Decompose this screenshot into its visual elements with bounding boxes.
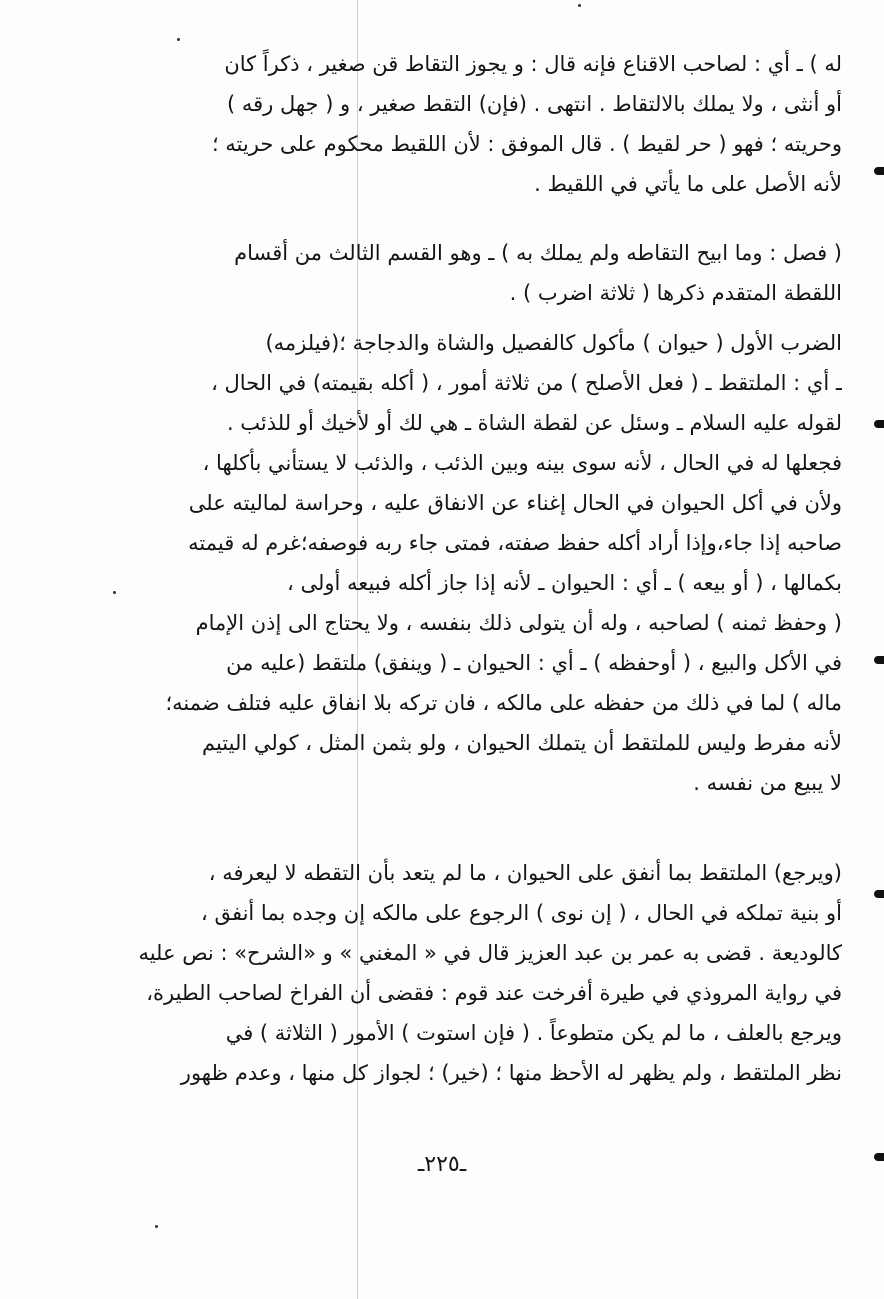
- text-line: ( فصل : وما ابيح التقاطه ولم يملك به ) ـ وهو القسم الثالث من أقسام: [234, 241, 842, 265]
- text-line: لقوله عليه السلام ـ وسئل عن لقطة الشاة ـ هي لك أو لأخيك أو للذئب .: [226, 411, 842, 435]
- text-line: له ) ـ أي : لصاحب الاقناع فإنه قال : و يجوز التقاط قن صغير ، ذكراً كان: [224, 52, 842, 76]
- binding-mark: [874, 420, 884, 428]
- text-line: نظر الملتقط ، ولم يظهر له الأحظ منها ؛ (خير) ؛ لجواز كل منها ، وعدم ظهور: [180, 1061, 842, 1085]
- text-line: أو أنثى ، ولا يملك بالالتقاط . انتهى . (فإن) التقط صغير ، و ( جهل رقه ): [226, 92, 842, 116]
- text-line: صاحبه إذا جاء،وإذا أراد أكله حفظ صفته، فمتى جاء ربه فوصفه؛غرم له قيمته: [188, 531, 842, 555]
- text-line: ويرجع بالعلف ، ما لم يكن متطوعاً . ( فإن استوت ) الأمور ( الثلاثة ) في: [225, 1021, 842, 1045]
- paragraph-2: [100, 233, 842, 313]
- scan-speck: [155, 1225, 158, 1228]
- text-line: أو بنية تملكه في الحال ، ( إن نوى ) الرجوع على مالكه إن وجده بما أنفق ،: [200, 901, 842, 925]
- text-line: كالوديعة . قضى به عمر بن عبد العزيز قال في « المغني » و «الشرح» : نص عليه: [138, 941, 842, 965]
- text-line: ( وحفظ ثمنه ) لصاحبه ، وله أن يتولى ذلك بنفسه ، ولا يحتاج الى إذن الإمام: [195, 611, 842, 635]
- binding-mark: [874, 656, 884, 664]
- scan-speck: [578, 4, 581, 7]
- text-line: ماله ) لما في ذلك من حفظه على مالكه ، فان تركه بلا انفاق عليه فتلف ضمنه؛: [165, 691, 842, 715]
- text-line: لأنه مفرط وليس للملتقط أن يتملك الحيوان ، ولو بثمن المثل ، كولي اليتيم: [201, 731, 842, 755]
- paragraph-4: [100, 853, 842, 1093]
- binding-mark: [874, 890, 884, 898]
- text-line: فجعلها له في الحال ، لأنه سوى بينه وبين الذئب ، والذئب لا يستأني بأكلها ،: [202, 451, 842, 475]
- paragraph-1: [100, 44, 842, 204]
- text-line: الضرب الأول ( حيوان ) مأكول كالفصيل والشاة والدجاجة ؛(فيلزمه): [265, 331, 842, 355]
- binding-mark: [874, 167, 884, 175]
- paragraph-3: [100, 323, 842, 803]
- text-line: بكمالها ، ( أو بيعه ) ـ أي : الحيوان ـ لأنه إذا جاز أكله فبيعه أولى ،: [287, 571, 842, 595]
- text-line: ولأن في أكل الحيوان في الحال إغناء عن الانفاق عليه ، وحراسة لماليته على: [188, 491, 842, 515]
- text-line: في الأكل والبيع ، ( أوحفظه ) ـ أي : الحيوان ـ ( وينفق) ملتقط (عليه من: [226, 651, 842, 675]
- text-line: لا يبيع من نفسه .: [693, 771, 842, 795]
- scan-speck: [177, 38, 180, 41]
- text-line: لأنه الأصل على ما يأتي في اللقيط .: [534, 172, 842, 196]
- text-line: في رواية المروذي في طيرة أفرخت عند قوم : فقضى أن الفراخ لصاحب الطيرة،: [146, 981, 842, 1005]
- text-line: اللقطة المتقدم ذكرها ( ثلاثة اضرب ) .: [509, 281, 842, 305]
- text-line: (ويرجع) الملتقط بما أنفق على الحيوان ، ما لم يتعد بأن التقطه لا ليعرفه ،: [208, 861, 842, 885]
- page-number: ـ٢٢٥ـ: [417, 1152, 467, 1177]
- text-line: وحريته ؛ فهو ( حر لقيط ) . قال الموفق : لأن اللقيط محكوم على حريته ؛: [211, 132, 842, 156]
- text-line: ـ أي : الملتقط ـ ( فعل الأصلح ) من ثلاثة أمور ، ( أكله بقيمته) في الحال ،: [211, 371, 842, 395]
